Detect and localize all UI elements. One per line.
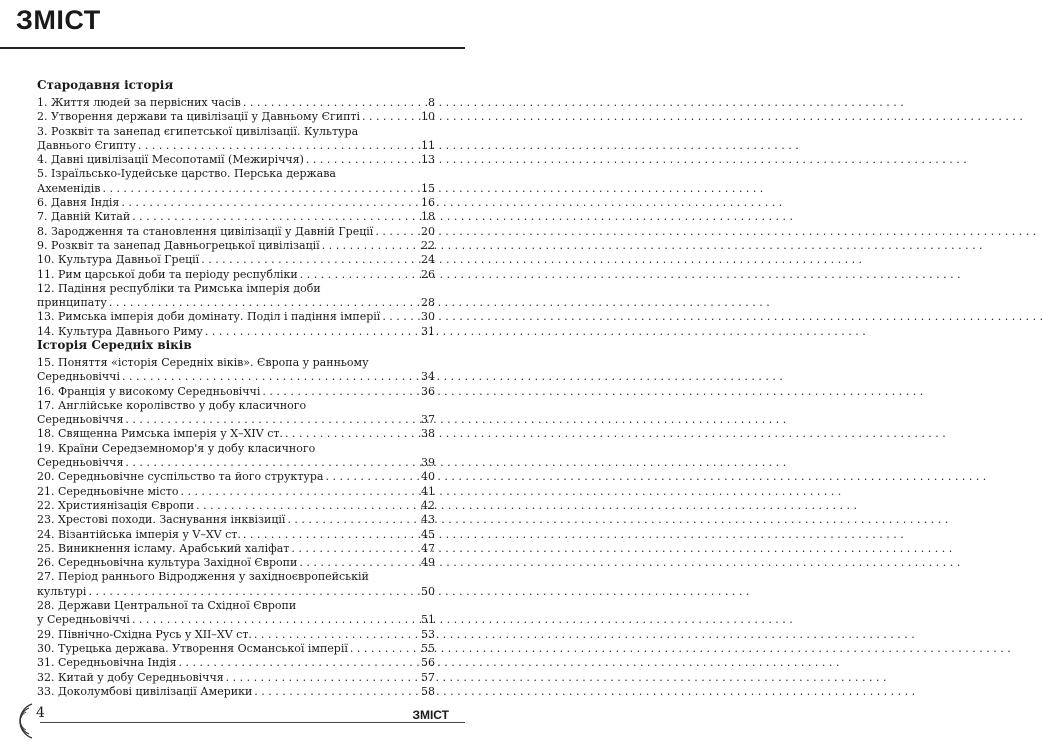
toc-entry[interactable] (37, 325, 435, 339)
toc-entry[interactable] (37, 499, 435, 513)
toc-entry-page: 47 (421, 541, 435, 555)
toc-entry-page: 40 (421, 470, 435, 484)
toc-entry[interactable] (37, 656, 435, 670)
toc-entry-title: 20. Середньовічне суспільство та його структура (37, 470, 324, 484)
leader-dots (109, 296, 419, 310)
toc-entry-title: Давнього Єгипту (37, 138, 136, 152)
section-heading-ancient: Стародавня історія (37, 78, 174, 92)
toc-entry[interactable] (37, 356, 435, 385)
toc-entry[interactable] (37, 599, 435, 628)
leader-dots (325, 470, 419, 484)
toc-entry-title: 16. Франція у високому Середньовіччі (37, 384, 261, 398)
leader-dots (132, 613, 419, 627)
toc-entry-page: 22 (421, 238, 435, 252)
leader-dots (205, 325, 419, 339)
toc-entry-page: 31 (421, 324, 435, 338)
toc-entry-page: 11 (421, 138, 435, 152)
toc-entry[interactable] (37, 556, 435, 570)
toc-entry-title: Середньовіччя (37, 456, 124, 470)
leader-dots (125, 456, 419, 470)
leader-dots (287, 513, 419, 527)
leader-dots (226, 671, 419, 685)
toc-entry-title: 13. Римська імперія доби домінату. Поділ і падіння імперії (37, 310, 381, 324)
toc-entry-page: 45 (421, 527, 435, 541)
toc-entry[interactable] (37, 153, 435, 167)
toc-entry[interactable] (37, 167, 435, 196)
toc-entry-page: 28 (421, 296, 435, 310)
toc-entry-title: Середньовіччя (37, 413, 124, 427)
toc-entry-title: 5. Ізраїльсько-Іудейське царство. Перська держава (37, 167, 336, 181)
leader-dots (291, 542, 419, 556)
toc-entry[interactable] (37, 528, 435, 542)
footer-divider (40, 722, 465, 723)
toc-entry[interactable] (37, 642, 435, 656)
toc-entry-title: 19. Країни Середземномор'я у добу класичного (37, 441, 316, 455)
leader-dots (138, 139, 419, 153)
toc-entry-title: 14. Культура Давнього Риму (37, 324, 203, 338)
leader-dots (243, 528, 419, 542)
toc-entry[interactable] (37, 310, 435, 324)
toc-entry[interactable] (37, 210, 435, 224)
toc-entry-page: 42 (421, 498, 435, 512)
toc-entry-page: 18 (421, 210, 435, 224)
toc-entry[interactable] (37, 196, 435, 210)
toc-entry-title: 18. Священна Римська імперія у X–XIV ст. (37, 427, 283, 441)
toc-entry-title: 21. Середньовічне місто (37, 484, 179, 498)
toc-entry[interactable] (37, 125, 435, 154)
toc-entry[interactable] (37, 485, 435, 499)
leader-dots (132, 210, 419, 224)
toc-entry-title: 27. Період раннього Відродження у західноєвропейській (37, 570, 369, 584)
toc-entry-page: 16 (421, 196, 435, 210)
toc-entry-page: 39 (421, 456, 435, 470)
title-divider (0, 47, 465, 49)
toc-entry-title: 25. Виникнення ісламу. Арабський халіфат (37, 541, 290, 555)
toc-entry-title: 22. Християнізація Європи (37, 498, 195, 512)
toc-entry-title: 29. Північно-Східна Русь у XII–XV ст. (37, 627, 252, 641)
toc-entry[interactable] (37, 282, 435, 311)
toc-entry-title: у Середньовіччі (37, 613, 130, 627)
toc-entry-title: 17. Англійське королівство у добу класичного (37, 398, 307, 412)
toc-entry-page: 8 (428, 96, 435, 109)
toc-entry-title: Ахеменідів (37, 181, 101, 195)
toc-entry-title: 10. Культура Давньої Греції (37, 253, 200, 267)
toc-entry-page: 10 (421, 110, 435, 124)
section-heading-middle-ages: Історія Середніх віків (37, 338, 192, 352)
toc-entry-page: 41 (421, 484, 435, 498)
toc-entry-page: 37 (421, 413, 435, 427)
toc-entry-title: 3. Розквіт та занепад єгипетської цивілізації. Культура (37, 124, 359, 138)
toc-entry-title: 31. Середньовічна Індія (37, 656, 177, 670)
toc-entry-page: 49 (421, 556, 435, 570)
toc-entry-page: 36 (421, 384, 435, 398)
toc-entry-page: 55 (421, 641, 435, 655)
toc-entry-page: 30 (421, 310, 435, 324)
leader-dots (375, 225, 419, 239)
toc-entry-page: 26 (421, 267, 435, 281)
toc-entry[interactable] (37, 570, 435, 599)
toc-entry-title: 30. Турецька держава. Утворення Османської імперії (37, 641, 348, 655)
footer-label: ЗМІСТ (412, 708, 449, 722)
toc-entry-page: 51 (421, 613, 435, 627)
page-number: 4 (36, 705, 45, 721)
toc-entry[interactable] (37, 268, 435, 282)
toc-entry-page: 24 (421, 253, 435, 267)
leader-dots (243, 96, 426, 110)
toc-entry-title: 33. Доколумбові цивілізації Америки (37, 684, 253, 698)
toc-entry-title: 32. Китай у добу Середньовіччя (37, 670, 224, 684)
toc-entry-title: 4. Давні цивілізації Месопотамії (Межиріччя) (37, 153, 304, 167)
toc-entry-page: 43 (421, 513, 435, 527)
leader-dots (322, 239, 419, 253)
toc-entry-title: 28. Держави Центральної та Східної Європи (37, 599, 297, 613)
leader-dots (299, 556, 419, 570)
toc-entry-title: 12. Падіння республіки та Римська імперія доби (37, 281, 321, 295)
leader-dots (285, 427, 419, 441)
toc-entry-page: 53 (421, 627, 435, 641)
toc-entry[interactable] (37, 442, 435, 471)
toc-entry[interactable] (37, 671, 435, 685)
toc-entry-page: 13 (421, 153, 435, 167)
toc-entry-title: 2. Утворення держави та цивілізації у Давньому Єгипті (37, 110, 361, 124)
leader-dots (88, 585, 419, 599)
toc-entry-title: 11. Рим царської доби та періоду республіки (37, 267, 298, 281)
leader-dots (178, 656, 419, 670)
leader-dots (125, 413, 419, 427)
toc-ancient (37, 96, 435, 339)
toc-entry-title: 1. Життя людей за первісних часів (37, 96, 241, 109)
toc-entry-title: Середньовіччі (37, 370, 120, 384)
toc-entry[interactable] (37, 253, 435, 267)
toc-entry-page: 20 (421, 224, 435, 238)
toc-entry[interactable] (37, 685, 435, 699)
toc-entry[interactable] (37, 628, 435, 642)
toc-entry-page: 34 (421, 370, 435, 384)
leader-dots (196, 499, 419, 513)
toc-entry[interactable] (37, 470, 435, 484)
leader-dots (300, 268, 419, 282)
leader-dots (201, 253, 419, 267)
leader-dots (254, 628, 419, 642)
toc-entry-title: принципату (37, 296, 107, 310)
toc-entry-title: 15. Поняття «історія Середніх віків». Європа у ранньому (37, 356, 369, 369)
toc-entry-page: 50 (421, 584, 435, 598)
toc-entry[interactable] (37, 225, 435, 239)
toc-entry-page: 15 (421, 181, 435, 195)
leader-dots (306, 153, 419, 167)
leader-dots (254, 685, 419, 699)
toc-entry[interactable] (37, 110, 435, 124)
leader-dots (122, 370, 419, 384)
toc-entry[interactable] (37, 427, 435, 441)
toc-entry-title: 8. Зародження та становлення цивілізації у Давній Греції (37, 224, 374, 238)
toc-entry-page: 57 (421, 670, 435, 684)
toc-entry[interactable] (37, 513, 435, 527)
toc-entry[interactable] (37, 385, 435, 399)
toc-entry-title: культурі (37, 584, 87, 598)
toc-entry-title: 26. Середньовічна культура Західної Європи (37, 556, 298, 570)
leader-dots (362, 110, 419, 124)
leader-dots (262, 385, 419, 399)
leader-dots (350, 642, 419, 656)
toc-entry-title: 9. Розквіт та занепад Давньогрецької цивілізації (37, 238, 320, 252)
toc-entry[interactable] (37, 542, 435, 556)
leader-dots (382, 310, 419, 324)
toc-entry[interactable] (37, 239, 435, 253)
toc-entry-title: 24. Візантійська імперія у V–XV ст. (37, 527, 241, 541)
toc-entry-page: 58 (421, 684, 435, 698)
toc-middle-ages (37, 356, 435, 699)
page-title: ЗМІСТ (16, 5, 101, 35)
toc-entry-page: 56 (421, 656, 435, 670)
toc-entry-page: 38 (421, 427, 435, 441)
leader-dots (180, 485, 419, 499)
toc-entry[interactable] (37, 399, 435, 428)
toc-entry-title: 23. Хрестові походи. Заснування інквізиції (37, 513, 286, 527)
toc-entry-title: 7. Давній Китай (37, 210, 131, 224)
leader-dots (102, 182, 419, 196)
toc-entry-title: 6. Давня Індія (37, 196, 120, 210)
toc-entry[interactable] (37, 96, 435, 110)
leader-dots (121, 196, 419, 210)
